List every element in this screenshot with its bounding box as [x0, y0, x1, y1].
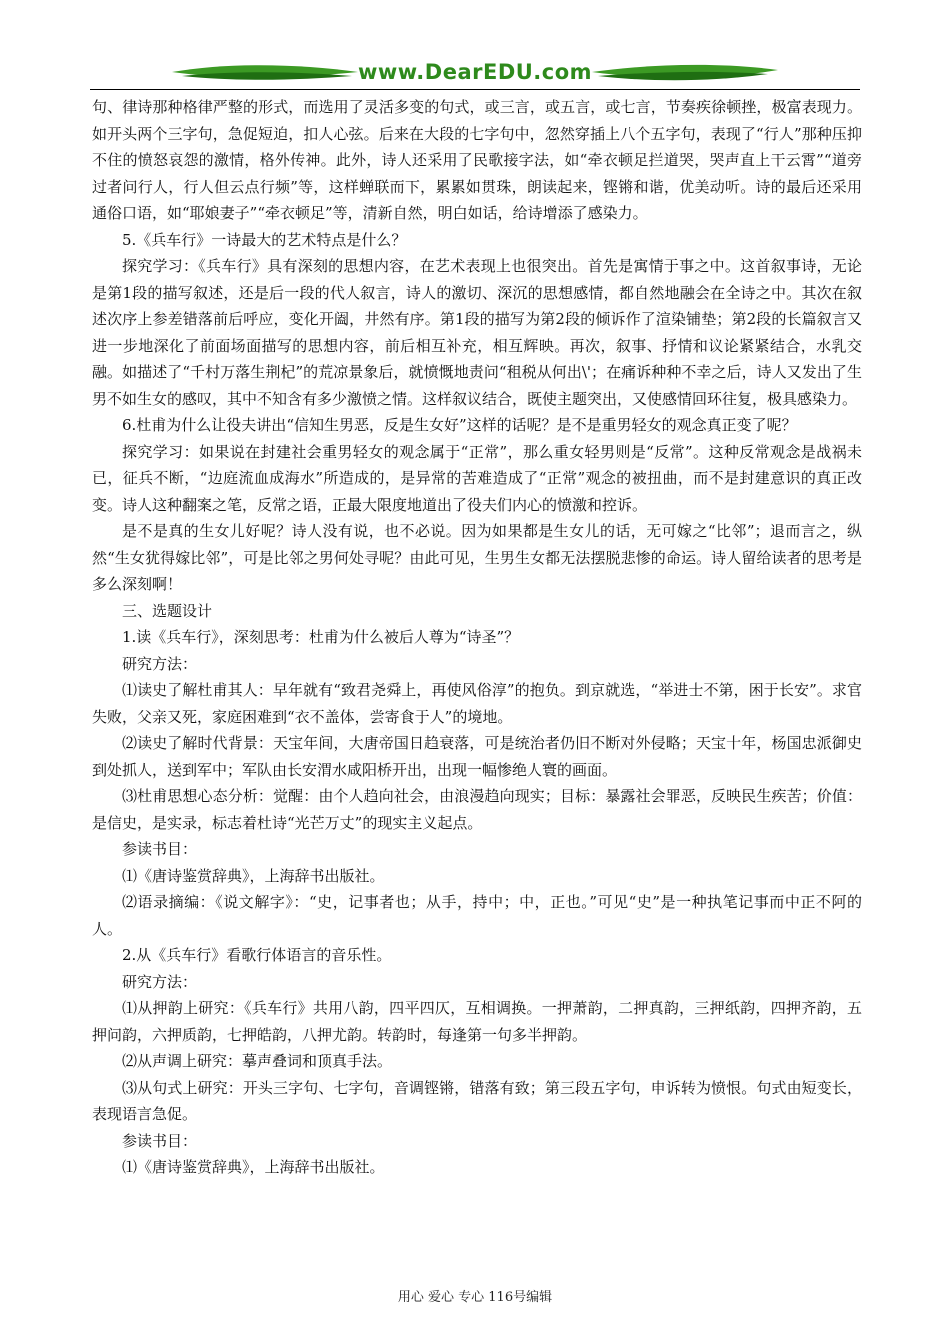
- list-item: ⑶杜甫思想心态分析：觉醒：由个人趋向社会，由浪漫趋向现实；目标：暴露社会罪恶，反映民生疾苦；价值：是信史，是实录，标志着杜诗“光芒万丈”的现实主义起点。: [92, 787, 862, 832]
- subheading: 研究方法：: [122, 654, 198, 673]
- document-body: [92, 94, 862, 1181]
- topic-heading: 2.从《兵车行》看歌行体语言的音乐性。: [122, 946, 392, 964]
- list-item: ⑵语录摘编：《说文解字》：“史，记事者也；从手，持中；中，正也。”可见“史”是一种执笔记事而中正不阿的人。: [92, 893, 862, 938]
- site-header-banner: [90, 58, 860, 90]
- paragraph: 探究学习：如果说在封建社会重男轻女的观念属于“正常”，那么重女轻男则是“反常”。这种反常观念是战祸未已，征兵不断，“边庭流血成海水”所造成的，是异常的苦难造成了“正常”观念的被扭曲，而不是封建意识的真正改变。诗人这种翻案之笔，反常之语，正最大限度地道出了役夫们内心的愤激和控诉。: [92, 442, 862, 514]
- list-item: ⑴《唐诗鉴赏辞典》，上海辞书出版社。: [122, 1158, 385, 1176]
- subheading: 研究方法：: [122, 972, 198, 991]
- header-divider: [90, 89, 860, 90]
- paragraph: 句、律诗那种格律严整的形式，而选用了灵活多变的句式，或三言，或五言，或七言，节奏疾徐顿挫，极富表现力。如开头两个三字句，急促短迫，扣人心弦。后来在大段的七字句中，忽然穿插上八个五字句，表现了“行人”那种压抑不住的愤怒哀怨的激情，格外传神。此外，诗人还采用了民歌接字法，如“牵衣顿足拦道哭，哭声直上干云霄”“道旁过者问行人，行人但云点行频”等，这样蝉联而下，累累如贯珠，朗读起来，铿锵和谐，优美动听。诗的最后还采用通俗口语，如“耶娘妻子”“牵衣顿足”等，清新自然，明白如话，给诗增添了感染力。: [92, 98, 862, 222]
- list-item: ⑶从句式上研究：开头三字句、七字句，音调铿锵，错落有致；第三段五字句，申诉转为愤恨。句式由短变长，表现语言急促。: [92, 1078, 862, 1123]
- site-logo-text: www.DearEDU.com: [357, 60, 593, 84]
- topic-heading: 1.读《兵车行》，深刻思考：杜甫为什么被后人尊为“诗圣”？: [122, 628, 520, 646]
- list-item: ⑴从押韵上研究：《兵车行》共用八韵，四平四仄，互相调换。一押萧韵，二押真韵，三押纸韵，四押齐韵，五押问韵，六押质韵，七押皓韵，八押尤韵。转韵时，每逢第一句多半押韵。: [92, 999, 862, 1044]
- question-heading: 5.《兵车行》一诗最大的艺术特点是什么？: [122, 230, 407, 249]
- subheading: 参读书目：: [122, 1131, 198, 1150]
- list-item: ⑴《唐诗鉴赏辞典》，上海辞书出版社。: [122, 866, 385, 885]
- question-heading: 6.杜甫为什么让役夫讲出“信知生男恶，反是生女好”这样的话呢？是不是重男轻女的观念真正变了呢？: [122, 416, 797, 434]
- section-heading: 三、选题设计: [122, 601, 213, 620]
- subheading: 参读书目：: [122, 840, 198, 858]
- paragraph: 探究学习：《兵车行》具有深刻的思想内容，在艺术表现上也很突出。首先是寓情于事之中。这首叙事诗，无论是第1段的描写叙述，还是后一段的代人叙言，诗人的激切、深沉的思想感情，都自然地融会在全诗之中。其次在叙述次序上参差错落前后呼应，变化开阖，井然有序。第1段的描写为第2段的倾诉作了渲染铺垫；第2段的长篇叙言又进一步地深化了前面场面描写的思想内容，前后相互补充，相互辉映。再次，叙事、抒情和议论紧紧结合，水乳交融。如描述了“千村万落生荆杞”的荒凉景象后，就愤慨地责问“租税从何出\'；在痛诉种种不幸之后，诗人又发出了生男不如生女的感叹，其中不知含有多少激愤之情。这样叙议结合，既使主题突出，又使感情回环往复，极具感染力。: [92, 257, 862, 408]
- list-item: ⑵从声调上研究：摹声叠词和顶真手法。: [122, 1052, 393, 1070]
- paragraph: 是不是真的生女儿好呢？诗人没有说，也不必说。因为如果都是生女儿的话，无可嫁之“比邻”；退而言之，纵然“生女犹得嫁比邻”，可是比邻之男何处寻呢？由此可见，生男生女都无法摆脱悲惨的命运。诗人留给读者的思考是多么深刻啊！: [92, 522, 862, 593]
- list-item: ⑴读史了解杜甫其人：早年就有“致君尧舜上，再使风俗淳”的抱负。到京就选，“举进士不第，困于长安”。求官失败，父亲又死，家庭困难到“衣不盖体，尝寄食于人”的境地。: [92, 681, 862, 726]
- list-item: ⑵读史了解时代背景：天宝年间，大唐帝国日趋衰落，可是统治者仍旧不断对外侵略；天宝十年，杨国忠派御史到处抓人，送到军中；军队由长安渭水咸阳桥开出，出现一幅惨绝人寰的画面。: [92, 734, 862, 779]
- page-footer: 用心 爱心 专心 116号编辑: [397, 1290, 553, 1305]
